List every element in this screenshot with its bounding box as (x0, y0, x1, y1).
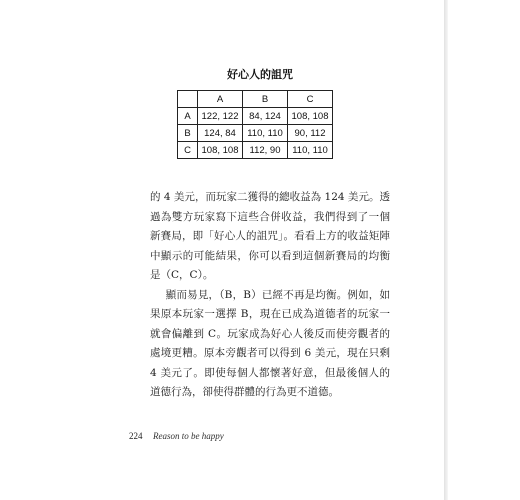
payoff-cell: 108, 108 (288, 108, 333, 125)
payoff-cell: 112, 90 (243, 142, 288, 159)
paragraph: 顯而易見，（B，B）已經不再是均衡。例如，如果原本玩家一選擇 B，現在已成為道德者的玩家一就會偏離到 C。玩家成為好心人後反而使旁觀者的處境更糟。原本旁觀者可以得到 6 美元，現在只剩 4 美元了。即使每個人都懷著好意，但最後個人的道德行為，卻使得群體的行為更不道德。 (150, 288, 390, 398)
body-text (150, 188, 390, 403)
table-row (178, 108, 333, 125)
table-title: 好心人的詛咒 (227, 68, 293, 81)
payoff-cell: 110, 110 (243, 125, 288, 142)
running-title: Reason to be happy (153, 431, 224, 441)
payoff-cell: 124, 84 (198, 125, 243, 142)
corner-cell (178, 91, 198, 108)
column-header: B (243, 91, 288, 108)
row-header: B (178, 125, 198, 142)
row-header: A (178, 108, 198, 125)
table-row (178, 142, 333, 159)
row-header: C (178, 142, 198, 159)
payoff-cell: 110, 110 (288, 142, 333, 159)
column-header: C (288, 91, 333, 108)
page-number: 224 (129, 431, 143, 441)
column-header: A (198, 91, 243, 108)
payoff-cell: 108, 108 (198, 142, 243, 159)
payoff-cell: 122, 122 (198, 108, 243, 125)
payoff-cell: 90, 112 (288, 125, 333, 142)
paragraph: 的 4 美元，而玩家二獲得的總收益為 124 美元。透過為雙方玩家寫下這些合併收益，我們得到了一個新賽局，即「好心人的詛咒」。看看上方的收益矩陣中顯示的可能結果，你可以看到這個新賽局的均衡是（C，C）。 (150, 191, 390, 281)
payoff-matrix (177, 90, 333, 159)
page-edge-shadow (444, 0, 448, 500)
table-row (178, 125, 333, 142)
payoff-cell: 84, 124 (243, 108, 288, 125)
table-header-row (178, 91, 333, 108)
